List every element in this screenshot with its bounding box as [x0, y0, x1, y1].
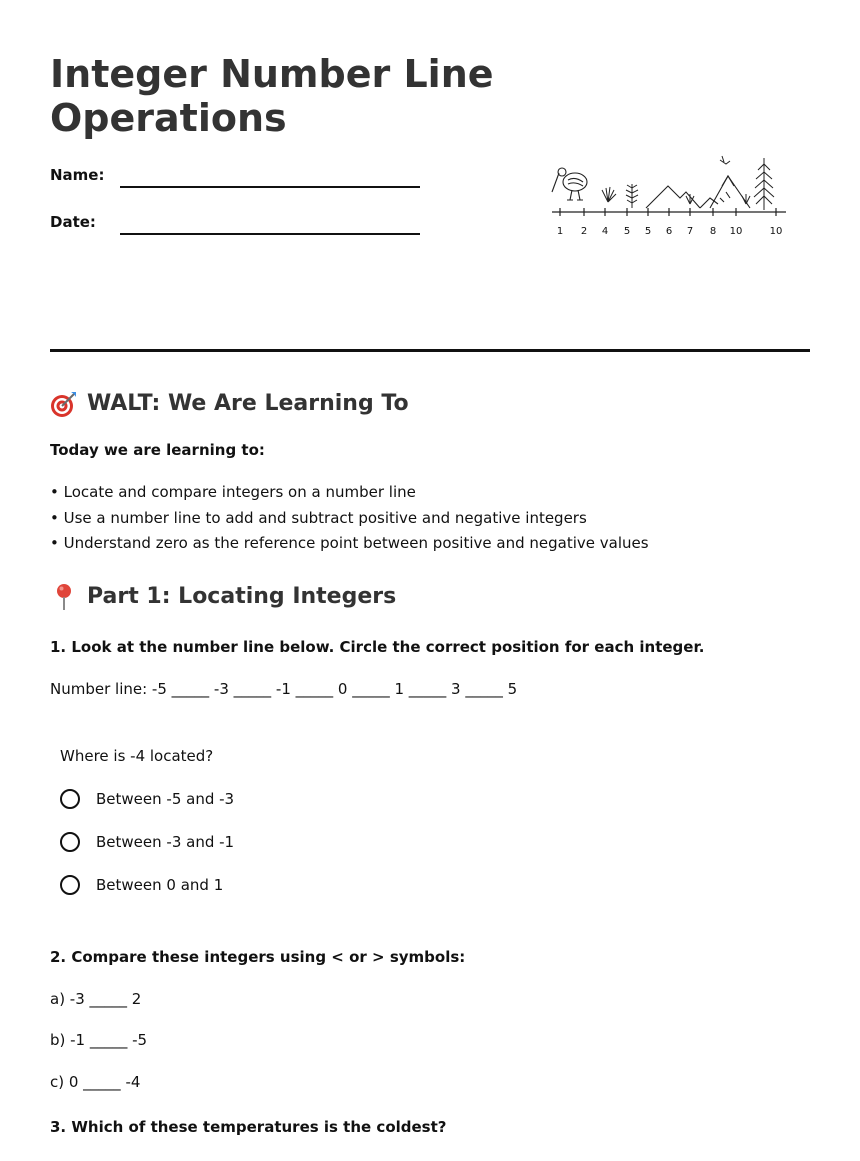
q2-item: c) 0 _____ -4 — [50, 1073, 141, 1091]
q2-prompt: 2. Compare these integers using < or > symbols: — [50, 948, 466, 966]
page-title: Integer Number Line Operations — [50, 52, 494, 140]
q3-prompt: 3. Which of these temperatures is the coldest? — [50, 1118, 447, 1136]
walt-item: • Use a number line to add and subtract positive and negative integers — [50, 509, 587, 527]
tree-icon — [754, 158, 774, 210]
q1-number-line: Number line: -5 _____ -3 _____ -1 _____ 0 _____ 1 _____ 3 _____ 5 — [50, 680, 518, 698]
small-bird-icon — [720, 156, 730, 164]
date-write-line[interactable] — [120, 233, 420, 235]
tick-label: 6 — [665, 226, 673, 237]
name-write-line[interactable] — [120, 186, 420, 188]
header-divider — [50, 349, 810, 352]
q1-option[interactable] — [60, 789, 234, 809]
option-label: Between -5 and -3 — [96, 790, 235, 808]
tick-label: 5 — [644, 226, 652, 237]
radio-circle[interactable] — [60, 832, 80, 852]
tick-label: 10 — [769, 226, 783, 237]
q2-item: a) -3 _____ 2 — [50, 990, 142, 1008]
option-label: Between -3 and -1 — [96, 833, 235, 851]
walt-item: • Understand zero as the reference point between positive and negative values — [50, 534, 649, 552]
radio-circle[interactable] — [60, 789, 80, 809]
pushpin-icon — [50, 583, 78, 611]
q2-item: b) -1 _____ -5 — [50, 1031, 148, 1049]
option-label: Between 0 and 1 — [96, 876, 224, 894]
walt-heading — [50, 390, 409, 418]
tick-label: 8 — [709, 226, 717, 237]
q1-sub-question: Where is -4 located? — [60, 747, 214, 765]
kiwi-bird-icon — [552, 168, 587, 200]
part1-heading-text: Part 1: Locating Integers — [87, 584, 397, 609]
number-line-axis — [552, 208, 786, 216]
date-label: Date: — [50, 213, 96, 231]
tick-label: 4 — [601, 226, 609, 237]
walt-intro: Today we are learning to: — [50, 441, 265, 459]
q1-option[interactable] — [60, 875, 223, 895]
target-dart-icon — [50, 390, 78, 418]
q1-option[interactable] — [60, 832, 234, 852]
tick-label: 5 — [623, 226, 631, 237]
walt-heading-text: WALT: We Are Learning To — [87, 391, 409, 416]
fern-icon — [626, 184, 638, 208]
radio-circle[interactable] — [60, 875, 80, 895]
tick-label: 7 — [686, 226, 694, 237]
walt-item: • Locate and compare integers on a number line — [50, 483, 416, 501]
tick-label: 2 — [580, 226, 588, 237]
mountains-icon — [646, 176, 750, 208]
q1-prompt: 1. Look at the number line below. Circle the correct position for each integer. — [50, 638, 705, 656]
part1-heading — [50, 583, 396, 611]
tick-label: 10 — [729, 226, 743, 237]
number-line-illustration — [550, 152, 790, 242]
tick-label: 1 — [556, 226, 564, 237]
grass-tuft-icon — [602, 187, 616, 202]
name-label: Name: — [50, 166, 105, 184]
